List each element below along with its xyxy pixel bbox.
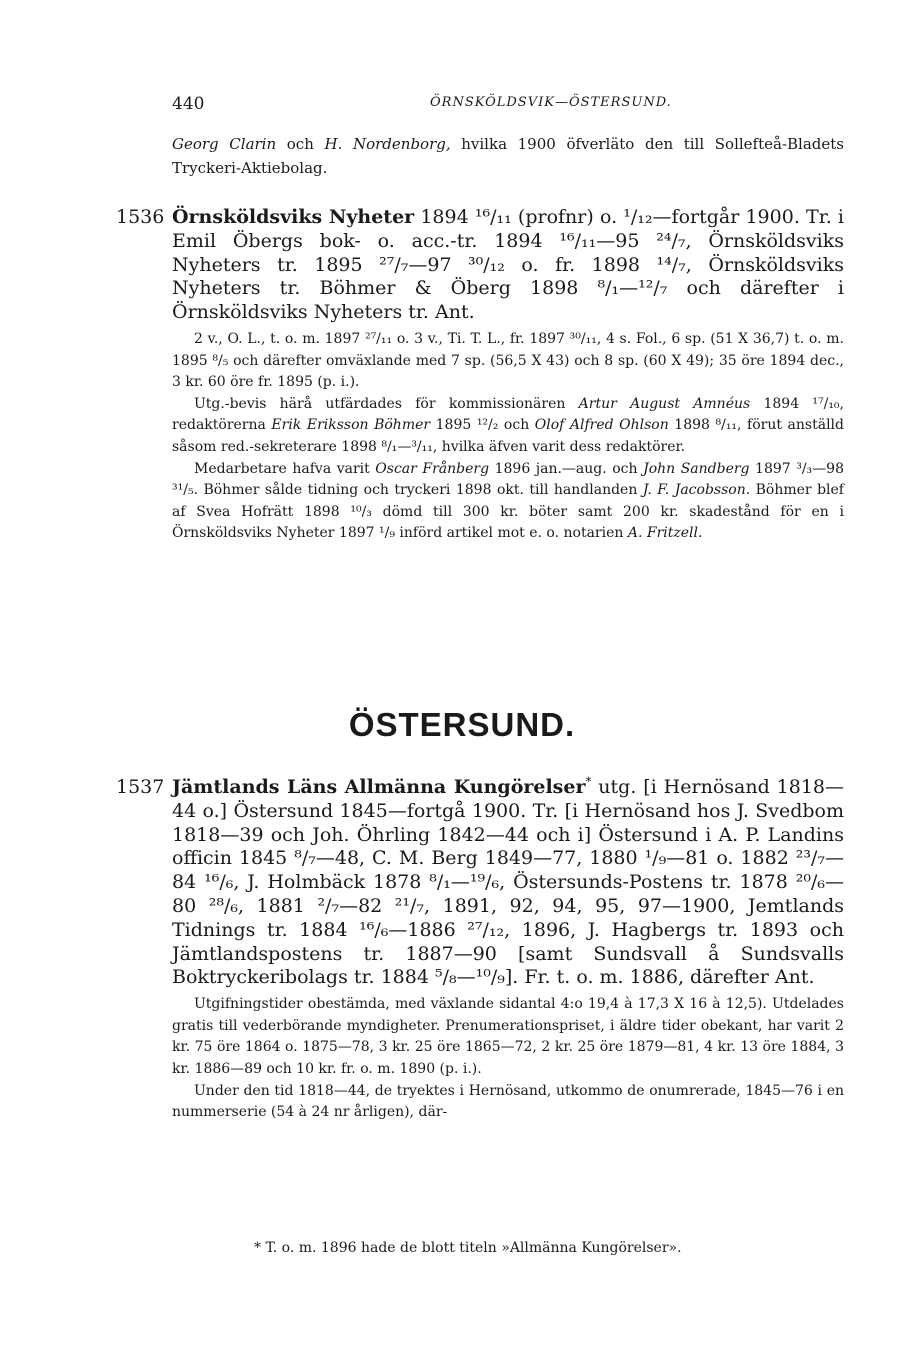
person-name: J. F. Jacobsson. xyxy=(642,482,751,499)
entry-number: 1537 xyxy=(116,776,165,798)
page-number: 440 xyxy=(172,94,205,114)
entry-main-text xyxy=(172,206,844,325)
text-run: 1896 jan.—aug. och xyxy=(489,460,644,477)
intro-paragraph xyxy=(172,132,844,180)
footnote: * T. o. m. 1896 hade de blott titeln »Allmänna Kungörelser». xyxy=(254,1240,682,1256)
person-name: A. Fritzell. xyxy=(627,525,703,542)
running-header xyxy=(172,94,872,118)
person-name: Erik Eriksson Böhmer xyxy=(271,417,431,434)
section-heading: ÖSTERSUND. xyxy=(348,706,576,743)
format-paragraph: Utgifningstider obestämda, med växlande sidantal 4:o 19,4 à 17,3 X 16 à 12,5). Utdelades gratis till vederbörande myndigheter. Prenumerationspriset, i äldre tider obekant, har varit 2 kr. 75 öre 1864 o. 1875—78, 3 kr. 25 öre 1865—72, 2 kr. 25 öre 1879—81, 4 kr. 13 öre 1884, 3 kr. 1886—89 och 10 kr. fr. o. m. 1890 (p. i.). xyxy=(172,996,844,1077)
person-name: John Sandberg xyxy=(643,460,750,477)
person-name: Olof Alfred Ohlson xyxy=(534,417,669,434)
text-run: Utg.-bevis härå utfärdades för kommissionären xyxy=(194,395,579,412)
text-run: och xyxy=(276,135,325,153)
text-run: 1894 ¹⁷/₁₀, redaktörerna xyxy=(172,395,844,434)
person-name: Artur August Amnéus xyxy=(578,395,751,412)
text-run: 1898 ⁸/₁₁, förut anställd såsom red.-sekreterare 1898 ⁸/₁—³/₁₁, hvilka äfven varit dess redaktörer. xyxy=(172,417,844,455)
text-run: 1897 ³/₃—98 ³¹/₅. Böhmer sålde tidning och tryckeri 1898 okt. till handlanden xyxy=(172,460,844,499)
entry-1537 xyxy=(172,776,844,1124)
format-paragraph: 2 v., O. L., t. o. m. 1897 ²⁷/₁₁ o. 3 v., Ti. T. L., fr. 1897 ³⁰/₁₁, 4 s. Fol., 6 sp. (51 X 36,7) t. o. m. 1895 ⁸/₅ och därefter omväxlande med 7 sp. (56,5 X 43) och 8 sp. (60 X 49); 35 öre 1894 dec., 3 kr. 60 öre fr. 1895 (p. i.). xyxy=(172,330,844,391)
history-paragraph: Under den tid 1818—44, de tryektes i Hernösand, utkommo de onumrerade, 1845—76 i en nummerserie (54 à 24 nr årligen), där- xyxy=(172,1082,844,1121)
entry-main-text xyxy=(172,776,844,990)
newspaper-title: Jämtlands Läns Allmänna Kungörelser xyxy=(172,776,586,798)
contributors-paragraph xyxy=(172,459,844,545)
entry-body: 1894 ¹⁶/₁₁ (profnr) o. ¹/₁₂—fortgår 1900. Tr. i Emil Öbergs bok- o. acc.-tr. 1894 ¹⁶/₁₁—95 ²⁴/₇, Örnsköldsviks Nyheters tr. 1895 ²⁷/₇—97 ³⁰/₁₂ o. fr. 1898 ¹⁴/₇, Örnsköldsviks Nyheters tr. Böhmer & Öberg 1898 ⁸/₁—¹²/₇ och därefter i Örnsköldsviks Nyheters tr. Ant. xyxy=(172,206,845,324)
person-name: Georg Clarin xyxy=(172,135,277,153)
publisher-paragraph xyxy=(172,394,844,459)
text-run: 1895 ¹²/₂ och xyxy=(430,417,535,434)
text-run: Medarbetare hafva varit xyxy=(194,460,376,477)
text-run: hvilka 1900 öfverläto den till Sollefteå-Bladets Tryckeri-Aktiebolag. xyxy=(172,135,844,177)
entry-body: utg. [i Hernösand 1818—44 o.] Östersund 1845—fortgå 1900. Tr. [i Hernösand hos J. Svedbom 1818—39 och Joh. Öhrling 1842—44 och i] Östersund i A. P. Landins officin 1845 ⁸/₇—48, C. M. Berg 1849—77, 1880 ¹/₉—81 o. 1882 ²³/₇—84 ¹⁶/₆, J. Holmbäck 1878 ⁸/₁—¹⁹/₆, Östersunds-Postens tr. 1878 ²⁰/₆—80 ²⁸/₆, 1881 ²/₇—82 ²¹/₇, 1891, 92, 94, 95, 97—1900, Jemtlands Tidnings tr. 1884 ¹⁶/₆—1886 ²⁷/₁₂, 1896, J. Hagbergs tr. 1893 och Jämtlandspostens tr. 1887—90 [samt Sundsvall å Sundsvalls Boktryckeribolags tr. 1884 ⁵/₈—¹⁰/₉]. Fr. t. o. m. 1886, därefter Ant. xyxy=(172,776,844,989)
newspaper-title: Örnsköldsviks Nyheter xyxy=(172,206,415,228)
running-title: ÖRNSKÖLDSVIK—ÖSTERSUND. xyxy=(430,95,672,110)
text-run: Böhmer blef af Svea Hofrätt 1898 ¹⁰/₃ dömd till 300 kr. böter samt 200 kr. skadestånd för en i Örnsköldsviks Nyheter 1897 ¹/₉ införd artikel mot e. o. notarien xyxy=(172,482,844,542)
person-name: H. Nordenborg, xyxy=(324,135,451,153)
entry-number: 1536 xyxy=(116,206,165,228)
entry-1536 xyxy=(172,206,844,545)
footnote-marker: * xyxy=(585,774,592,789)
person-name: Oscar Frånberg xyxy=(375,460,490,477)
